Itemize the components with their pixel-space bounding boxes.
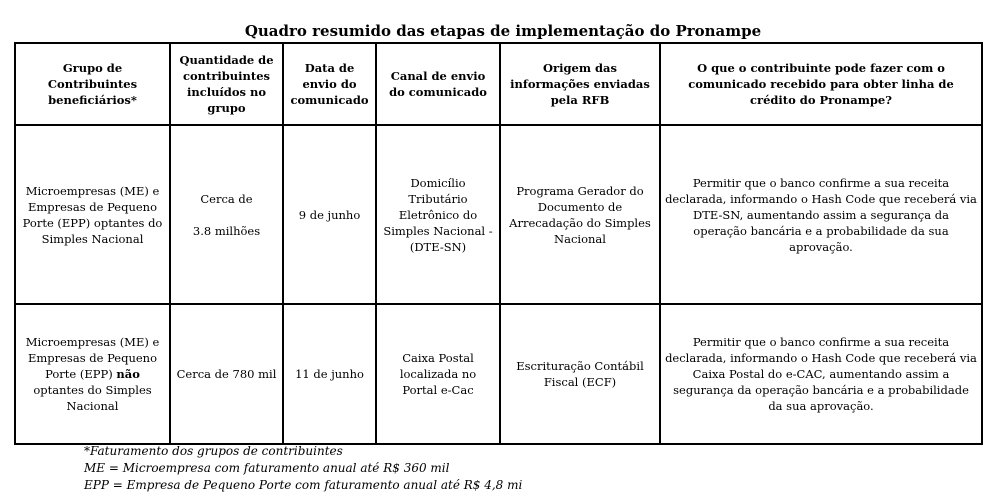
table-row xyxy=(15,125,982,304)
group-text-pre: Microempresas (ME) e Empresas de Pequeno Porte (EPP) xyxy=(25,335,160,381)
group-text: Microempresas (ME) e Empresas de Pequeno Porte (EPP) optantes do Simples Nacional xyxy=(22,183,163,246)
cell-action: Permitir que o banco confirme a sua receita declarada, informando o Hash Code que receberá via DTE-SN, aumentando assim a segurança da operação bancária e a probabilidade da sua aprovação. xyxy=(660,125,982,304)
group-text-emphasis: não xyxy=(116,367,140,381)
quantity-line2: 3.8 milhões xyxy=(192,223,261,238)
header-date: Data de envio do comunicado xyxy=(283,43,376,125)
header-group: Grupo de Contribuintes beneficiários* xyxy=(15,43,170,125)
footnote-billing: *Faturamento dos grupos de contribuintes xyxy=(84,444,343,458)
pronampe-summary-table xyxy=(14,42,983,445)
footnote-me: ME = Microempresa com faturamento anual até R$ 360 mil xyxy=(84,461,450,475)
header-origin: Origem das informações enviadas pela RFB xyxy=(500,43,660,125)
table-header-row xyxy=(15,43,982,125)
cell-date: 9 de junho xyxy=(283,125,376,304)
group-text-post: optantes do Simples Nacional xyxy=(33,383,152,413)
header-quantity: Quantidade de contribuintes incluídos no grupo xyxy=(170,43,283,125)
cell-channel: Caixa Postal localizada no Portal e-Cac xyxy=(376,304,500,444)
cell-date: 11 de junho xyxy=(283,304,376,444)
document-title: Quadro resumido das etapas de implementação do Pronampe xyxy=(244,22,762,40)
cell-quantity xyxy=(170,125,283,304)
table-row xyxy=(15,304,982,444)
cell-action: Permitir que o banco confirme a sua receita declarada, informando o Hash Code que receberá via Caixa Postal do e-CAC, aumentando assim a segurança da operação bancária e a probabilidade da sua aprovação. xyxy=(660,304,982,444)
footnotes xyxy=(84,443,522,494)
footnote-epp: EPP = Empresa de Pequeno Porte com faturamento anual até R$ 4,8 mi xyxy=(84,478,523,492)
cell-group xyxy=(15,304,170,444)
quantity-line1: Cerca de xyxy=(200,191,253,206)
header-channel: Canal de envio do comunicado xyxy=(376,43,500,125)
cell-origin: Programa Gerador do Documento de Arrecadação do Simples Nacional xyxy=(500,125,660,304)
cell-channel: Domicílio Tributário Eletrônico do Simples Nacional - (DTE-SN) xyxy=(376,125,500,304)
cell-origin: Escrituração Contábil Fiscal (ECF) xyxy=(500,304,660,444)
header-action: O que o contribuinte pode fazer com o comunicado recebido para obter linha de crédito do Pronampe? xyxy=(660,43,982,125)
cell-quantity: Cerca de 780 mil xyxy=(170,304,283,444)
cell-group xyxy=(15,125,170,304)
